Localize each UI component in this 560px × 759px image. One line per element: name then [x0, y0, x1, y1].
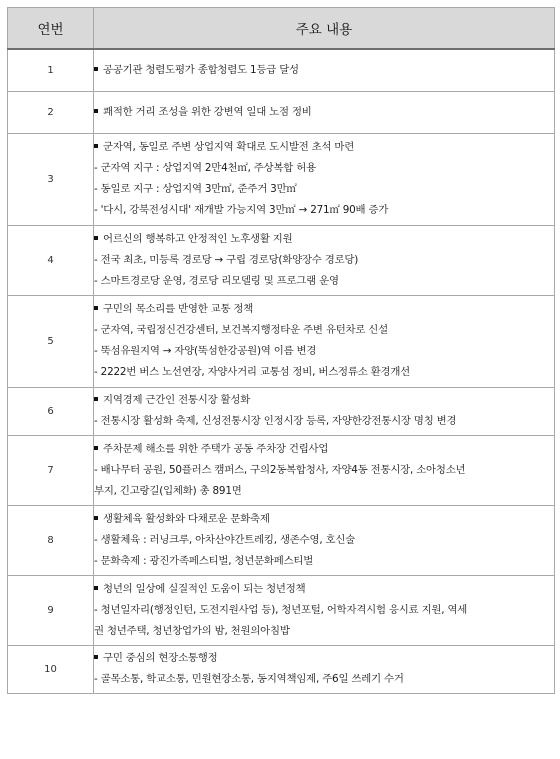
- row-title-text: 청년의 일상에 실질적인 도움이 되는 청년정책: [103, 582, 306, 595]
- achievements-table: [7, 7, 555, 694]
- row-detail: - 문화축제 : 광진가족페스티벌, 청년문화페스티벌: [94, 554, 314, 567]
- header-content: 주요 내용: [94, 8, 555, 50]
- row-content: [94, 505, 555, 575]
- row-number: 2: [8, 91, 94, 133]
- row-content: [94, 295, 555, 387]
- square-bullet-icon: [94, 67, 98, 71]
- row-detail: 권 청년주택, 청년창업가의 밤, 천원의아침밥: [94, 624, 290, 637]
- row-title: [94, 60, 554, 81]
- table-row: [8, 387, 555, 435]
- square-bullet-icon: [94, 109, 98, 113]
- row-number: 8: [8, 505, 94, 575]
- row-title-text: 생활체육 활성화와 다채로운 문화축제: [103, 512, 270, 525]
- row-number: 10: [8, 645, 94, 693]
- table-row: [8, 91, 555, 133]
- square-bullet-icon: [94, 306, 98, 310]
- row-title: [94, 102, 554, 123]
- square-bullet-icon: [94, 516, 98, 520]
- row-title-text: 쾌적한 거리 조성을 위한 강변역 일대 노점 정비: [103, 105, 312, 118]
- row-number: 1: [8, 49, 94, 91]
- table-row: [8, 49, 555, 91]
- table-body: [8, 49, 555, 693]
- row-title-text: 구민의 목소리를 반영한 교통 정책: [103, 303, 254, 315]
- row-title: [94, 229, 554, 250]
- row-title: [94, 509, 554, 530]
- row-detail: 부지, 긴고랑길(입체화) 총 891면: [94, 484, 242, 497]
- row-number: 5: [8, 295, 94, 387]
- header-row: [8, 8, 555, 50]
- row-detail: - '다시, 강북전성시대' 재개발 가능지역 3만㎡ → 271㎡ 90배 증가: [94, 204, 389, 216]
- row-detail: - 전통시장 활성화 축제, 신성전통시장 인정시장 등록, 자양한강전통시장 명칭 변경: [94, 415, 457, 427]
- row-detail: - 군자역, 국립정신건강센터, 보건복지행정타운 주변 유턴차로 신설: [94, 324, 388, 336]
- row-title: [94, 137, 554, 158]
- row-title-text: 주차문제 해소를 위한 주택가 공동 주차장 건립사업: [103, 442, 329, 455]
- row-title: [94, 648, 554, 669]
- row-detail: - 동일로 지구 : 상업지역 3만㎡, 준주거 3만㎡: [94, 183, 297, 195]
- square-bullet-icon: [94, 655, 98, 659]
- row-content: [94, 575, 555, 645]
- row-content: [94, 49, 555, 91]
- row-detail: - 군자역 지구 : 상업지역 2만4천㎡, 주상복합 허용: [94, 162, 316, 174]
- row-number: 6: [8, 387, 94, 435]
- row-detail: - 생활체육 : 러닝크루, 아차산야간트레킹, 생존수영, 호신술: [94, 533, 356, 546]
- header-number: 연번: [8, 8, 94, 50]
- table-row: [8, 575, 555, 645]
- row-detail: - 배나무터 공원, 50플러스 캠퍼스, 구의2동복합청사, 자양4동 전통시장, 소아청소년: [94, 463, 466, 476]
- row-content: [94, 435, 555, 505]
- row-content: [94, 91, 555, 133]
- square-bullet-icon: [94, 586, 98, 590]
- square-bullet-icon: [94, 397, 98, 401]
- square-bullet-icon: [94, 144, 98, 148]
- row-content: [94, 133, 555, 225]
- row-detail: - 전국 최초, 미등록 경로당 → 구립 경로당(화양장수 경로당): [94, 253, 359, 266]
- row-title: [94, 579, 554, 600]
- row-detail: - 스마트경로당 운영, 경로당 리모델링 및 프로그램 운영: [94, 274, 339, 287]
- row-detail: - 2222번 버스 노선연장, 자양사거리 교통섬 정비, 버스정류소 환경개선: [94, 366, 410, 378]
- row-title-text: 구민 중심의 현장소통행정: [103, 652, 218, 664]
- row-number: 9: [8, 575, 94, 645]
- square-bullet-icon: [94, 446, 98, 450]
- table-row: [8, 225, 555, 295]
- table-row: [8, 645, 555, 693]
- row-detail: - 골목소통, 학교소통, 민원현장소통, 동지역책임제, 주6일 쓰레기 수거: [94, 673, 404, 685]
- square-bullet-icon: [94, 236, 98, 240]
- table-row: [8, 435, 555, 505]
- row-title-text: 군자역, 동일로 주변 상업지역 확대로 도시발전 초석 마련: [103, 141, 355, 153]
- row-title-text: 공공기관 청렴도평가 종합청렴도 1등급 달성: [103, 63, 299, 76]
- row-title-text: 어르신의 행복하고 안정적인 노후생활 지원: [103, 232, 293, 245]
- table-row: [8, 133, 555, 225]
- row-title: [94, 390, 554, 411]
- row-title-text: 지역경제 근간인 전통시장 활성화: [103, 394, 251, 406]
- row-number: 7: [8, 435, 94, 505]
- table-row: [8, 505, 555, 575]
- row-content: [94, 225, 555, 295]
- table-row: [8, 295, 555, 387]
- row-detail: - 뚝섬유원지역 → 자양(뚝섬한강공원)역 이름 변경: [94, 345, 317, 357]
- row-content: [94, 645, 555, 693]
- row-title: [94, 439, 554, 460]
- row-title: [94, 299, 554, 320]
- row-detail: - 청년일자리(행정인턴, 도전지원사업 등), 청년포털, 어학자격시험 응시료 지원, 역세: [94, 603, 468, 616]
- row-number: 3: [8, 133, 94, 225]
- row-content: [94, 387, 555, 435]
- row-number: 4: [8, 225, 94, 295]
